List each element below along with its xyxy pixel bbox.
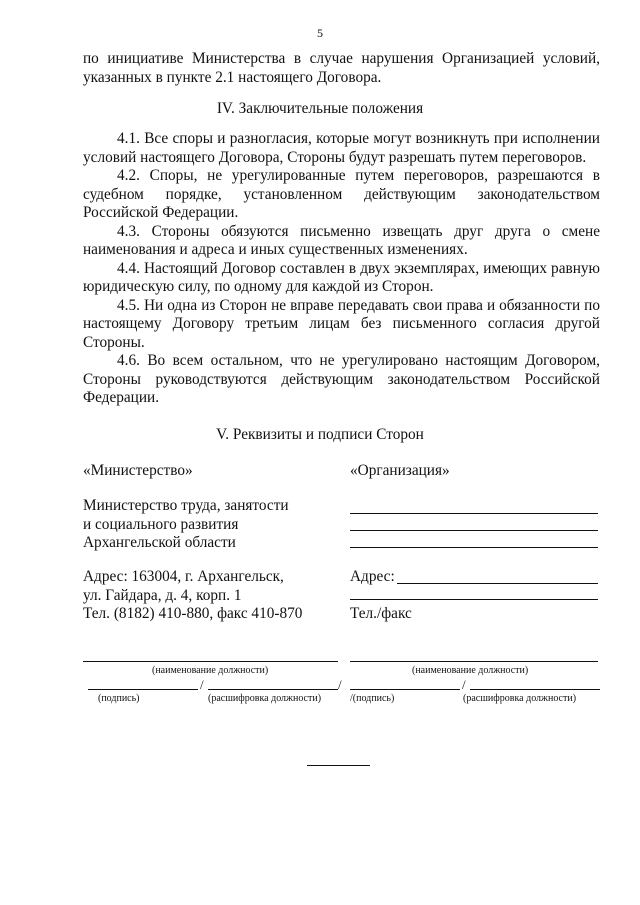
- page-number: 5: [317, 26, 323, 40]
- ministry-signature-line: [88, 689, 198, 690]
- ministry-address: [83, 568, 302, 624]
- ministry-phone: Тел. (8182) 410-880, факс 410-870: [83, 605, 303, 622]
- end-separator: [307, 765, 370, 766]
- intro-text: по инициативе Министерства в случае нарушения Организацией условий, указанных в пункте 2.1 настоящего Договора.: [83, 50, 600, 86]
- ministry-name-line: Министерство труда, занятости: [83, 497, 289, 514]
- organization-label: «Организация»: [350, 462, 450, 479]
- section5-title: V. Реквизиты и подписи Сторон: [216, 426, 424, 443]
- ministry-signature-caption: (подпись): [98, 693, 140, 704]
- ministry-address-line: ул. Гайдара, д. 4, корп. 1: [83, 586, 242, 604]
- ministry-name-line: Архангельской области: [83, 534, 236, 551]
- clause-4-5: 4.5. Ни одна из Сторон не вправе передавать свои права и обязанности по настоящему Договору третьим лицам без письменного согласия другой Стороны.: [83, 296, 600, 351]
- section4-title: IV. Заключительные положения: [216, 100, 424, 117]
- organization-address-label: Адрес:: [350, 568, 395, 585]
- ministry-label: «Министерство»: [83, 462, 193, 479]
- organization-slash: /: [462, 677, 466, 692]
- organization-decoding-line: [470, 689, 600, 690]
- ministry-name: [83, 497, 289, 553]
- clause-4-4: 4.4. Настоящий Договор составлен в двух экземплярах, имеющих равную юридическую силу, по одному для каждой из Сторон.: [83, 259, 600, 295]
- clause-4-1: 4.1. Все споры и разногласия, которые могут возникнуть при исполнении условий настоящего Договора, Стороны будут разрешать путем переговоров.: [83, 130, 600, 166]
- organization-address-line-2: [350, 599, 598, 600]
- ministry-slash-1: /: [200, 677, 204, 692]
- ministry-decoding-caption: (расшифровка должности): [208, 693, 322, 704]
- ministry-slash-2: /: [338, 677, 342, 692]
- organization-name-line-3: [350, 547, 598, 548]
- organization-decoding-caption: (расшифровка должности): [463, 693, 577, 704]
- ministry-name-line: и социального развития: [83, 515, 239, 533]
- organization-position-caption: (наименование должности): [412, 665, 529, 676]
- ministry-position-caption: (наименование должности): [152, 665, 269, 676]
- organization-signature-line: [350, 689, 460, 690]
- section4-items: [83, 130, 600, 408]
- organization-phone-label: Тел./факс: [350, 605, 412, 622]
- clause-4-3: 4.3. Стороны обязуются письменно извещать друг друга о смене наименования и адреса и иных существенных изменениях.: [83, 222, 600, 258]
- ministry-decoding-line: [208, 689, 338, 690]
- organization-position-line: [350, 661, 598, 662]
- ministry-address-line: Адрес: 163004, г. Архангельск,: [83, 568, 284, 585]
- clause-4-6: 4.6. Во всем остальном, что не урегулировано настоящим Договором, Стороны руководствуются действующим законодательством Российской Федерации.: [83, 352, 600, 406]
- clause-4-2: 4.2. Споры, не урегулированные путем переговоров, разрешаются в судебном порядке, установленном действующим законодательством Российской Федерации.: [83, 167, 600, 221]
- organization-signature-caption: /(подпись): [350, 693, 395, 704]
- ministry-position-line: [83, 661, 338, 662]
- organization-name-line-2: [350, 530, 598, 531]
- organization-name-line-1: [350, 513, 598, 514]
- organization-address-line-1: [397, 583, 598, 584]
- intro-paragraph: [83, 50, 600, 87]
